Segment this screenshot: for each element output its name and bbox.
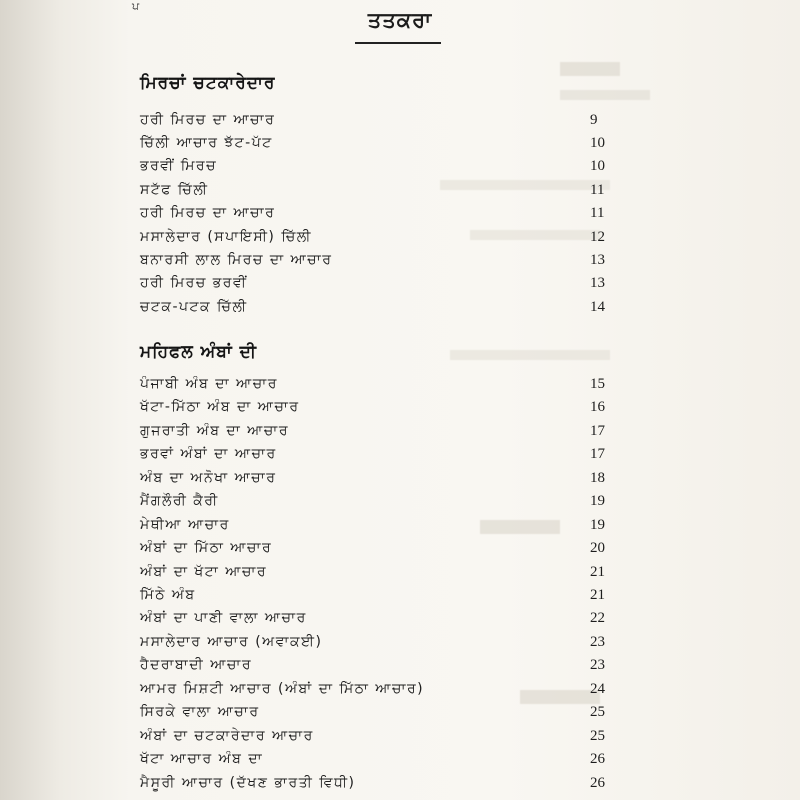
toc-entry[interactable] — [140, 725, 630, 748]
entry-page-number: 26 — [590, 775, 605, 791]
entry-title: ਹਰੀ ਮਿਰਚ ਦਾ ਆਚਾਰ — [140, 205, 276, 221]
entry-title: ਖੱਟਾ-ਮਿੱਠਾ ਅੰਬ ਦਾ ਆਚਾਰ — [140, 399, 300, 415]
toc-entry[interactable] — [140, 654, 630, 677]
entry-title: ਹਰੀ ਮਿਰਚ ਭਰਵੀਂ — [140, 275, 248, 291]
entry-page-number: 19 — [590, 517, 605, 533]
entry-page-number: 21 — [590, 564, 605, 580]
entry-title: ਅੰਬਾਂ ਦਾ ਖੱਟਾ ਆਚਾਰ — [140, 564, 268, 580]
entry-page-number: 18 — [590, 470, 605, 486]
entry-title: ਚਟਕ-ਪਟਕ ਚਿੱਲੀ — [140, 299, 248, 315]
entry-title: ਭਰਵਾਂ ਅੰਬਾਂ ਦਾ ਆਚਾਰ — [140, 446, 277, 462]
entry-page-number: 19 — [590, 493, 605, 509]
entry-title: ਹੈਦਰਾਬਾਦੀ ਆਚਾਰ — [140, 657, 253, 673]
bleed-through-artifact — [450, 350, 610, 360]
toc-entry[interactable] — [140, 155, 630, 178]
toc-entry[interactable] — [140, 631, 630, 654]
entry-title: ਮੈਂਗਲੌਰੀ ਕੈਰੀ — [140, 493, 219, 509]
entry-page-number: 13 — [590, 252, 605, 268]
entry-title: ਭਰਵੀਂ ਮਿਰਚ — [140, 158, 218, 174]
bleed-through-artifact — [560, 90, 650, 100]
entry-title: ਅੰਬਾਂ ਦਾ ਪਾਣੀ ਵਾਲਾ ਆਚਾਰ — [140, 610, 307, 626]
entry-title: ਗੁਜਰਾਤੀ ਅੰਬ ਦਾ ਆਚਾਰ — [140, 423, 289, 439]
toc-entry[interactable] — [140, 678, 630, 701]
toc-entry[interactable] — [140, 748, 630, 771]
entry-page-number: 11 — [590, 182, 605, 198]
entry-page-number: 16 — [590, 399, 605, 415]
entry-page-number: 9 — [590, 112, 598, 128]
toc-entry[interactable] — [140, 607, 630, 630]
entry-page-number: 13 — [590, 275, 605, 291]
page-corner-mark: ਪ — [132, 0, 140, 13]
toc-entry[interactable] — [140, 467, 630, 490]
toc-entry[interactable] — [140, 226, 630, 249]
entry-page-number: 15 — [590, 376, 605, 392]
entry-title: ਖੱਟਾ ਆਚਾਰ ਅੰਬ ਦਾ — [140, 751, 264, 767]
entry-title: ਮੈਸੂਰੀ ਆਚਾਰ (ਦੱਖਣ ਭਾਰਤੀ ਵਿਧੀ) — [140, 775, 356, 791]
entry-title: ਅੰਬ ਦਾ ਅਨੋਖਾ ਆਚਾਰ — [140, 470, 277, 486]
toc-entry[interactable] — [140, 420, 630, 443]
section-heading: ਮਿਰਚਾਂ ਚਟਕਾਰੇਦਾਰ — [140, 73, 276, 93]
entry-title: ਸਿਰਕੇ ਵਾਲਾ ਆਚਾਰ — [140, 704, 260, 720]
entry-page-number: 11 — [590, 205, 605, 221]
title-underline — [355, 42, 441, 44]
entry-page-number: 26 — [590, 751, 605, 767]
entry-page-number: 17 — [590, 423, 605, 439]
entry-page-number: 24 — [590, 681, 605, 697]
entry-page-number: 25 — [590, 704, 605, 720]
page-title: ਤਤਕਰਾ — [367, 8, 433, 32]
entry-title: ਮਸਾਲੇਦਾਰ (ਸਪਾਇਸੀ) ਚਿੱਲੀ — [140, 229, 312, 245]
entry-title: ਮਸਾਲੇਦਾਰ ਆਚਾਰ (ਅਵਾਕਈ) — [140, 634, 323, 650]
toc-entry[interactable] — [140, 132, 630, 155]
toc-entry[interactable] — [140, 272, 630, 295]
toc-entry[interactable] — [140, 772, 630, 795]
bleed-through-artifact — [560, 62, 620, 76]
entry-title: ਪੰਜਾਬੀ ਅੰਬ ਦਾ ਆਚਾਰ — [140, 376, 278, 392]
toc-entry[interactable] — [140, 701, 630, 724]
entry-page-number: 23 — [590, 657, 605, 673]
toc-entry[interactable] — [140, 296, 630, 319]
toc-entry[interactable] — [140, 537, 630, 560]
entry-page-number: 12 — [590, 229, 605, 245]
entry-title: ਚਿੱਲੀ ਆਚਾਰ ਝੱਟ-ਪੱਟ — [140, 135, 273, 151]
toc-entry[interactable] — [140, 443, 630, 466]
toc-entry[interactable] — [140, 109, 630, 132]
entry-page-number: 14 — [590, 299, 605, 315]
entry-page-number: 10 — [590, 135, 605, 151]
toc-entry[interactable] — [140, 249, 630, 272]
entry-page-number: 17 — [590, 446, 605, 462]
toc-entry[interactable] — [140, 561, 630, 584]
entry-title: ਮਿੱਠੇ ਅੰਬ — [140, 587, 196, 603]
toc-entry[interactable] — [140, 490, 630, 513]
entry-page-number: 20 — [590, 540, 605, 556]
section-heading: ਮਹਿਫਲ ਅੰਬਾਂ ਦੀ — [140, 342, 257, 362]
entry-page-number: 21 — [590, 587, 605, 603]
entry-title: ਬਨਾਰਸੀ ਲਾਲ ਮਿਰਚ ਦਾ ਆਚਾਰ — [140, 252, 333, 268]
entry-page-number: 22 — [590, 610, 605, 626]
entry-page-number: 23 — [590, 634, 605, 650]
toc-entry[interactable] — [140, 373, 630, 396]
entry-title: ਅੰਬਾਂ ਦਾ ਚਟਕਾਰੇਦਾਰ ਆਚਾਰ — [140, 728, 314, 744]
entry-title: ਮੇਥੀਆ ਆਚਾਰ — [140, 517, 230, 533]
entry-title: ਸਟੱਫ ਚਿੱਲੀ — [140, 182, 209, 198]
entry-title: ਹਰੀ ਮਿਰਚ ਦਾ ਆਚਾਰ — [140, 112, 276, 128]
entry-page-number: 10 — [590, 158, 605, 174]
toc-entry[interactable] — [140, 396, 630, 419]
entry-title: ਅੰਬਾਂ ਦਾ ਮਿੱਠਾ ਆਚਾਰ — [140, 540, 273, 556]
toc-entry[interactable] — [140, 179, 630, 202]
toc-entry[interactable] — [140, 514, 630, 537]
toc-entry[interactable] — [140, 584, 630, 607]
toc-entry[interactable] — [140, 202, 630, 225]
entry-page-number: 25 — [590, 728, 605, 744]
entry-title: ਆਮਰ ਮਿਸ਼ਟੀ ਆਚਾਰ (ਅੰਬਾਂ ਦਾ ਮਿੱਠਾ ਆਚਾਰ) — [140, 681, 425, 697]
